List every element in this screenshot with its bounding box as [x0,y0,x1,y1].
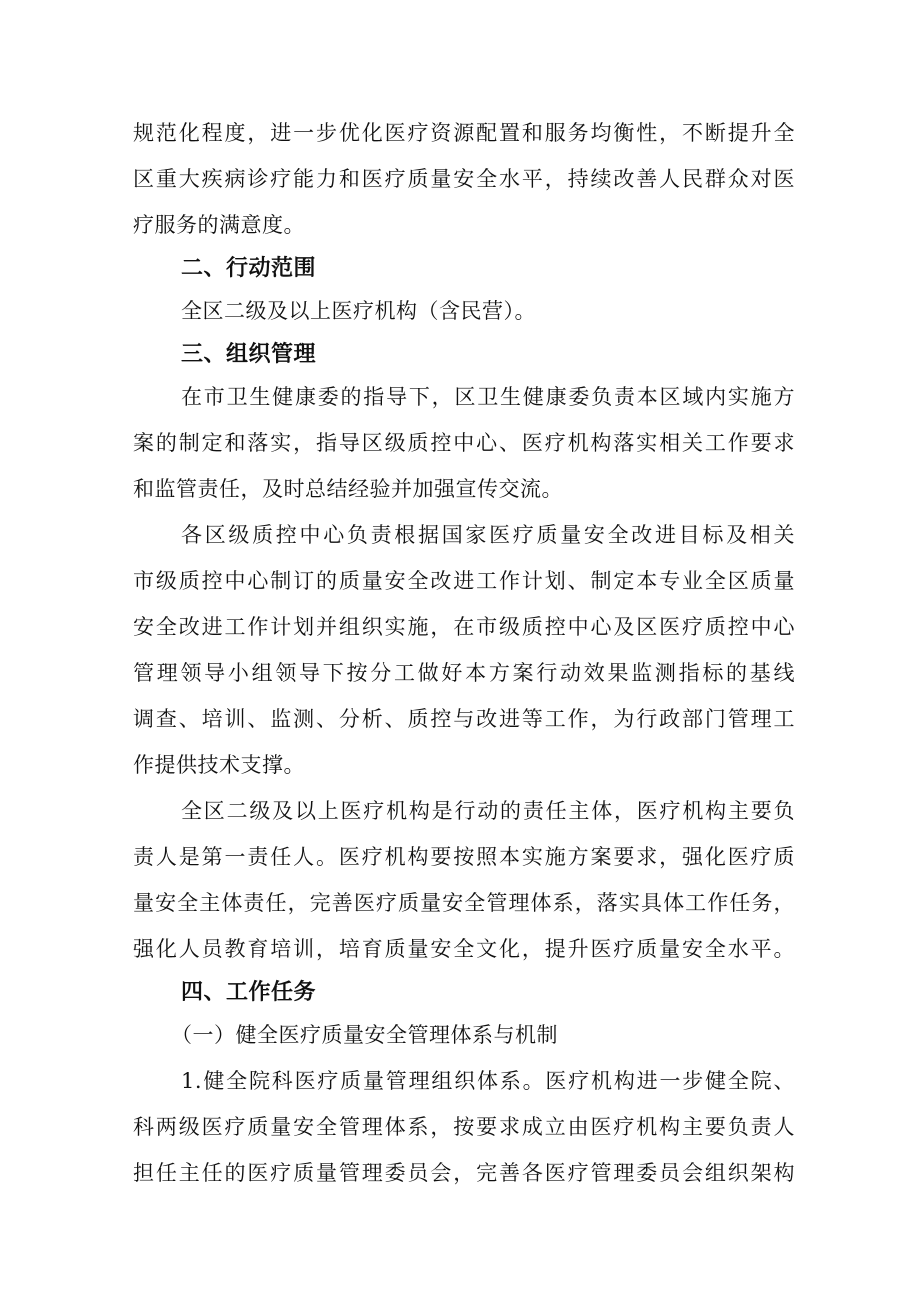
body-text-line: 强化人员教育培训，培育质量安全文化，提升医疗质量安全水平。 [133,937,795,961]
body-text-line: 各区级质控中心负责根据国家医疗质量安全改进目标及相关 [181,523,795,547]
body-text-line: 区重大疾病诊疗能力和医疗质量安全水平，持续改善人民群众对医 [133,167,795,191]
body-text-line: 市级质控中心制订的质量安全改进工作计划、制定本专业全区质量 [133,569,795,593]
body-text-line: 担任主任的医疗质量管理委员会，完善各医疗管理委员会组织架构 [133,1161,795,1185]
subsection-heading: （一）健全医疗质量安全管理体系与机制 [171,1023,558,1047]
body-text-line: 在市卫生健康委的指导下，区卫生健康委负责本区域内实施方 [181,385,795,409]
body-text-line: 作提供技术支撑。 [133,753,305,777]
body-text-line: 安全改进工作计划并组织实施，在市级质控中心及区医疗质控中心 [133,615,795,639]
body-text-line: 责人是第一责任人。医疗机构要按照本实施方案要求，强化医疗质 [133,845,795,869]
body-text-line: 1.健全院科医疗质量管理组织体系。医疗机构进一步健全院、 [181,1069,795,1093]
body-text-line: 案的制定和落实，指导区级质控中心、医疗机构落实相关工作要求 [133,431,795,455]
body-text-line: 科两级医疗质量安全管理体系，按要求成立由医疗机构主要负责人 [133,1115,795,1139]
body-text-line: 全区二级及以上医疗机构（含民营）。 [181,299,536,323]
section-heading: 四、工作任务 [181,980,317,1005]
section-heading: 三、组织管理 [181,342,317,367]
body-text-line: 和监管责任，及时总结经验并加强宣传交流。 [133,477,563,501]
body-text-line: 量安全主体责任，完善医疗质量安全管理体系，落实具体工作任务， [133,891,795,915]
body-text-line: 规范化程度，进一步优化医疗资源配置和服务均衡性，不断提升全 [133,121,795,145]
body-text-line: 调查、培训、监测、分析、质控与改进等工作，为行政部门管理工 [133,707,795,731]
section-heading: 二、行动范围 [181,256,317,281]
body-text-line: 管理领导小组领导下按分工做好本方案行动效果监测指标的基线 [133,661,795,685]
body-text-line: 疗服务的满意度。 [133,213,305,237]
body-text-line: 全区二级及以上医疗机构是行动的责任主体，医疗机构主要负 [181,799,795,823]
